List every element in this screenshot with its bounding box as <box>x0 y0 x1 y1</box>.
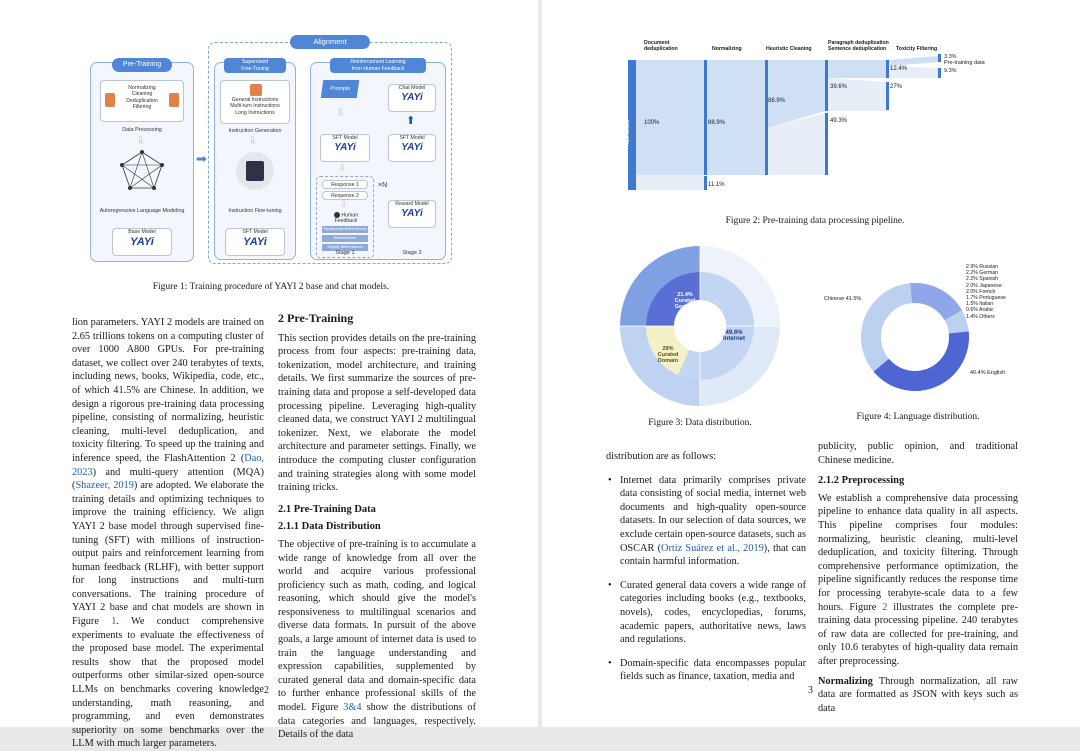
response1-box: Response 1 <box>322 180 368 189</box>
instruction-generation-label: Instruction Generation <box>228 128 282 134</box>
value-3-3: 3.3% <box>944 54 957 60</box>
value-39-6: 39.6% <box>830 84 848 90</box>
figure-1-training-procedure <box>90 32 452 264</box>
flow-removed-dedup <box>636 175 704 190</box>
figure-4-donut <box>860 282 970 392</box>
pt-line-filtering: Filtering <box>132 104 152 111</box>
value-100: 100% <box>644 120 660 126</box>
segment-internet: 49.6% Internet <box>722 330 745 342</box>
yayi-logo: YAYi <box>334 142 356 154</box>
section-2-heading: 2 Pre-Training <box>278 311 354 325</box>
value-9-3: 9.3% <box>944 68 957 74</box>
lang-row: 1.4% Others <box>966 313 995 320</box>
reward-model-label: Reward Model <box>395 201 429 207</box>
english-label: 40.4% English <box>970 370 1006 376</box>
pt-line-dedup: Deduplication <box>126 97 158 104</box>
feedback-option-3: Slightly Better/Worse <box>322 244 368 251</box>
lang-row: 2.0% Japanese <box>966 282 1002 289</box>
document-icon <box>250 84 262 96</box>
segment-curated-general: 21.4% Curated General <box>674 292 696 310</box>
lang-row: 0.6% Arabic <box>966 307 994 314</box>
person-icon <box>334 212 340 218</box>
pt-line-normalizing: Normalizing <box>128 85 156 91</box>
page-2 <box>0 0 538 750</box>
page-3 <box>542 0 1080 727</box>
lang-row: 2.9% Russian <box>966 264 999 270</box>
times-n-label: ×N <box>378 182 388 189</box>
figure-4-caption: Figure 4: Language distribution. <box>856 412 980 422</box>
sft-model-label: SFT Model <box>242 229 268 235</box>
data-processing-box <box>100 80 184 122</box>
ref-figure-2[interactable]: 2 <box>882 601 888 613</box>
ref-figure-1[interactable]: 1 <box>111 616 117 628</box>
data-source-list <box>606 474 806 684</box>
stage-normalizing: Normalizing <box>712 46 742 52</box>
stage2-label: Stage 2 <box>402 250 422 256</box>
down-arrow-icon: ⇩ <box>340 200 348 210</box>
stage-paragraph-dedup: Paragraph deduplication Sentence deduplication <box>828 40 889 52</box>
lang-row: 2.2% Spanish <box>966 276 999 283</box>
normalizing-paragraph: Normalizing Through normalization, all raw data are formatted as JSON with keys such as data <box>818 675 1018 714</box>
figure-3-caption: Figure 3: Data distribution. <box>648 418 752 428</box>
figure-2-sankey <box>620 38 1010 198</box>
feedback-option-2: Better/Worse <box>322 235 368 242</box>
left-column-intro <box>72 316 264 751</box>
distribution-intro: distribution are as follows: <box>606 451 717 462</box>
value-12-4: 12.4% <box>890 66 908 72</box>
database-icon <box>105 93 115 107</box>
ref-figure-3-4[interactable]: 3&4 <box>343 702 362 714</box>
flow-to-normalizing <box>636 60 704 175</box>
lang-row: 1.7% Portuguese <box>966 295 1006 302</box>
network-graph-icon <box>120 150 164 190</box>
page-number: 3 <box>808 685 813 696</box>
autoregressive-label: Autoregressive Language Modeling <box>99 208 185 214</box>
pretraining-title: Pre-Training <box>112 58 172 72</box>
right-page-column-2 <box>818 440 1018 715</box>
list-item: • Curated general data covers a wide range of categories including books (e.g., textbooks, novels), codes, encyclopedias, forums, academic papers, authoritative news, laws and regulations. <box>606 579 806 647</box>
base-model-box <box>112 228 172 256</box>
page-number: 2 <box>264 685 269 696</box>
language-legend <box>966 264 1006 320</box>
stage-heuristic-cleaning: Heuristic Cleaning <box>766 46 812 52</box>
section-2-1-2-heading: 2.1.2 Preprocessing <box>818 475 905 487</box>
response2-box: Response 2 <box>322 191 368 200</box>
reward-model-box <box>388 200 436 228</box>
sft-model-label: SFT Model <box>332 135 358 141</box>
preprocessing-paragraph: We establish a comprehensive data processing pipeline to enhance data quality in all aspects. This pipeline comprises four modules: normalizing, heuristic cleaning, multi-level deduplication, and toxicity filtering. Through comprehensive performance optimization, the pipeline significantly reduces the response time for processing terabyte-scale data to a few hours. Figure 2 illustrates the complete pre-training data processing pipeline. 240 terabytes of raw data are collected for pre-training, and only 10.6 terabytes of high-quality data remain after preprocessing. <box>818 492 1018 667</box>
section-2-paragraph: This section provides details on the pre-training process from four aspects: pre-training data, tokenization, model architecture, and training details. We first summarize the sources of pre-training data and propose a self-developed data processing pipeline. Leveraging high-quality cleaned data, we construct YAYI 2 multilingual tokenizer. Next, we elaborate the model architecture and parameter settings. Finally, we introduce the computing cluster configuration and training strategies along with some model training tricks. <box>278 332 476 494</box>
prompts-box: Prompts <box>321 80 360 98</box>
value-88-9-b: 88.9% <box>768 98 786 104</box>
value-27: 27% <box>890 84 903 90</box>
figure-3-sunburst <box>618 244 782 408</box>
chat-model-label: Chat Model <box>398 85 426 91</box>
yayi-logo: YAYi <box>401 208 423 220</box>
stage1-label: Stage 1 <box>335 250 355 256</box>
value-49-3: 49.3% <box>830 118 848 124</box>
raw-corpus-label: Raw corpus <box>625 119 631 147</box>
pt-line-cleaning: Cleaning <box>131 91 153 98</box>
down-arrow-icon: ⇩ <box>248 134 258 147</box>
normalizing-heading: Normalizing <box>818 675 873 687</box>
sft-model-box <box>225 228 285 256</box>
list-item: • Internet data primarily comprises private data consisting of social media, internet web documents and high-quality open-source datasets. In our selection of data sources, we exclude certain open-source datasets, such as OSCAR (Ortiz Suárez et al., 2019), that can contain harmful information. <box>606 474 806 569</box>
stage2-sft-model-box <box>388 134 436 162</box>
list-item: • Domain-specific data encompasses popular fields such as finance, taxation, media and <box>606 657 806 684</box>
yayi-logo: YAYi <box>401 142 423 154</box>
yayi-logo: YAYi <box>243 236 267 249</box>
citation-ortiz[interactable]: Ortiz Suárez et al., 2019 <box>661 542 764 554</box>
yayi-logo: YAYi <box>130 236 154 249</box>
up-arrow-icon: ⬆ <box>406 114 416 127</box>
figure-1-caption: Figure 1: Training procedure of YAYI 2 base and chat models. <box>152 282 390 292</box>
down-arrow-icon: ⇩ <box>338 163 347 174</box>
down-arrow-icon: ⇩ <box>136 134 146 147</box>
intro-paragraph: lion parameters. YAYI 2 models are trained on 2.65 trillions tokens on a computing cluster of over 1000 A800 GPUs. For pre-training dataset, we collect over 240 terabytes of texts, including news, books, Wikipedia, code, etc., of which 41.5% are Chinese. In addition, we design a rigorous pre-training data processing pipeline, consisting of normalizing, heuristic cleaning, multi-level deduplication, and toxicity filtering. To speed up the training and inference speed, the FlashAttention 2 (Dao, 2023) and multi-query attention (MQA) (Shazeer, 2019) are adopted. We elaborate the training details and optimizing techniques to improve the training efficiency. We align YAYI 2 base model through supervised fine-tuning (SFT) with millions of instruction-output pairs and reinforcement learning from human feedback (RLHF), with better support for long instructions and multi-turn conversations. The training procedure of YAYI 2 base and chat models are shown in Figure 1. We conduct comprehensive experiments to evaluate the effectiveness of the proposed base model. The experimental results show that the proposed model outperforms other similar-sized open-source LLMs on benchmarks covering knowledge understanding, math reasoning, and programming, and even demonstrates superiority on some benchmarks over the LLM with much larger parameters. <box>72 317 264 750</box>
right-arrow-icon: ➡ <box>196 152 207 167</box>
section-2-1-heading: 2.1 Pre-Training Data <box>278 503 376 515</box>
lang-row: 2.2% German <box>966 270 999 277</box>
left-page-column-2 <box>278 312 476 742</box>
sft-title: Supervised Fine-Tuning <box>224 58 286 73</box>
data-distribution-paragraph: The objective of pre-training is to accumulate a wide range of knowledge from all over the world and acquire various professional proficiency such as math, coding, and logical reasoning, which should give the model's responsiveness to multilingual scenarios and diverse data formats. In pursuit of the above goals, a large amount of internet data is used to train the language understanding and expression capabilities, supplemented by curated general data and domain-specific data to further enhance professional skills of the model. Figure 3&4 show the distributions of data categories and languages, respectively. Details of the data <box>278 538 477 741</box>
feedback-option-1: Significantly Better/Worse <box>323 227 367 231</box>
human-feedback-label: Human Feedback <box>334 212 359 225</box>
chinese-label: Chinese 41.5% <box>824 296 862 302</box>
instruction-box <box>220 80 290 124</box>
rlhf-title: Reinforcement Learning from Human Feedback <box>330 58 426 73</box>
citation-dao[interactable]: Dao, 2023 <box>72 452 264 478</box>
lang-row: 2.0% French <box>966 288 996 295</box>
instruction-finetuning-label: Instruction Fine-tuning <box>228 208 282 214</box>
sft-line-general: General Instructions <box>231 97 279 103</box>
yayi-logo: YAYi <box>401 92 423 104</box>
base-model-label: Base Model <box>128 229 156 235</box>
sft-model-label: SFT Model <box>399 135 425 141</box>
figure-2-caption: Figure 2: Pre-training data processing pipeline. <box>725 216 905 226</box>
down-arrow-icon: ⇩ <box>336 106 346 119</box>
value-11-1: 11.1% <box>708 182 725 188</box>
stage-document-dedup: Document deduplication <box>644 40 678 52</box>
stage-toxicity-filtering: Toxicity Filtering <box>896 46 938 52</box>
segment-curated-domain: 29% Curated Domain <box>657 346 679 364</box>
sft-line-long: Long Instructions <box>235 109 275 116</box>
data-processing-label: Data Processing <box>122 127 162 133</box>
database-icon <box>169 93 179 107</box>
value-88-9-a: 88.9% <box>708 120 726 126</box>
pretraining-data-label: Pre-training data <box>944 60 985 66</box>
chat-model-box <box>388 84 436 112</box>
gpu-cluster-icon <box>236 152 274 190</box>
lang-row: 1.5% Italian <box>966 301 994 308</box>
stage1-sft-model-box <box>320 134 370 162</box>
flow-to-heuristic <box>707 60 765 175</box>
sft-line-multiturn: Multi-turn Instructions <box>230 103 280 110</box>
right-page-column-1 <box>606 450 806 694</box>
citation-shazeer[interactable]: Shazeer, 2019 <box>75 480 134 492</box>
section-2-1-1-heading: 2.1.1 Data Distribution <box>278 521 381 533</box>
domain-continuation: publicity, public opinion, and traditional Chinese medicine. <box>818 441 1018 466</box>
alignment-title: Alignment <box>290 35 370 49</box>
